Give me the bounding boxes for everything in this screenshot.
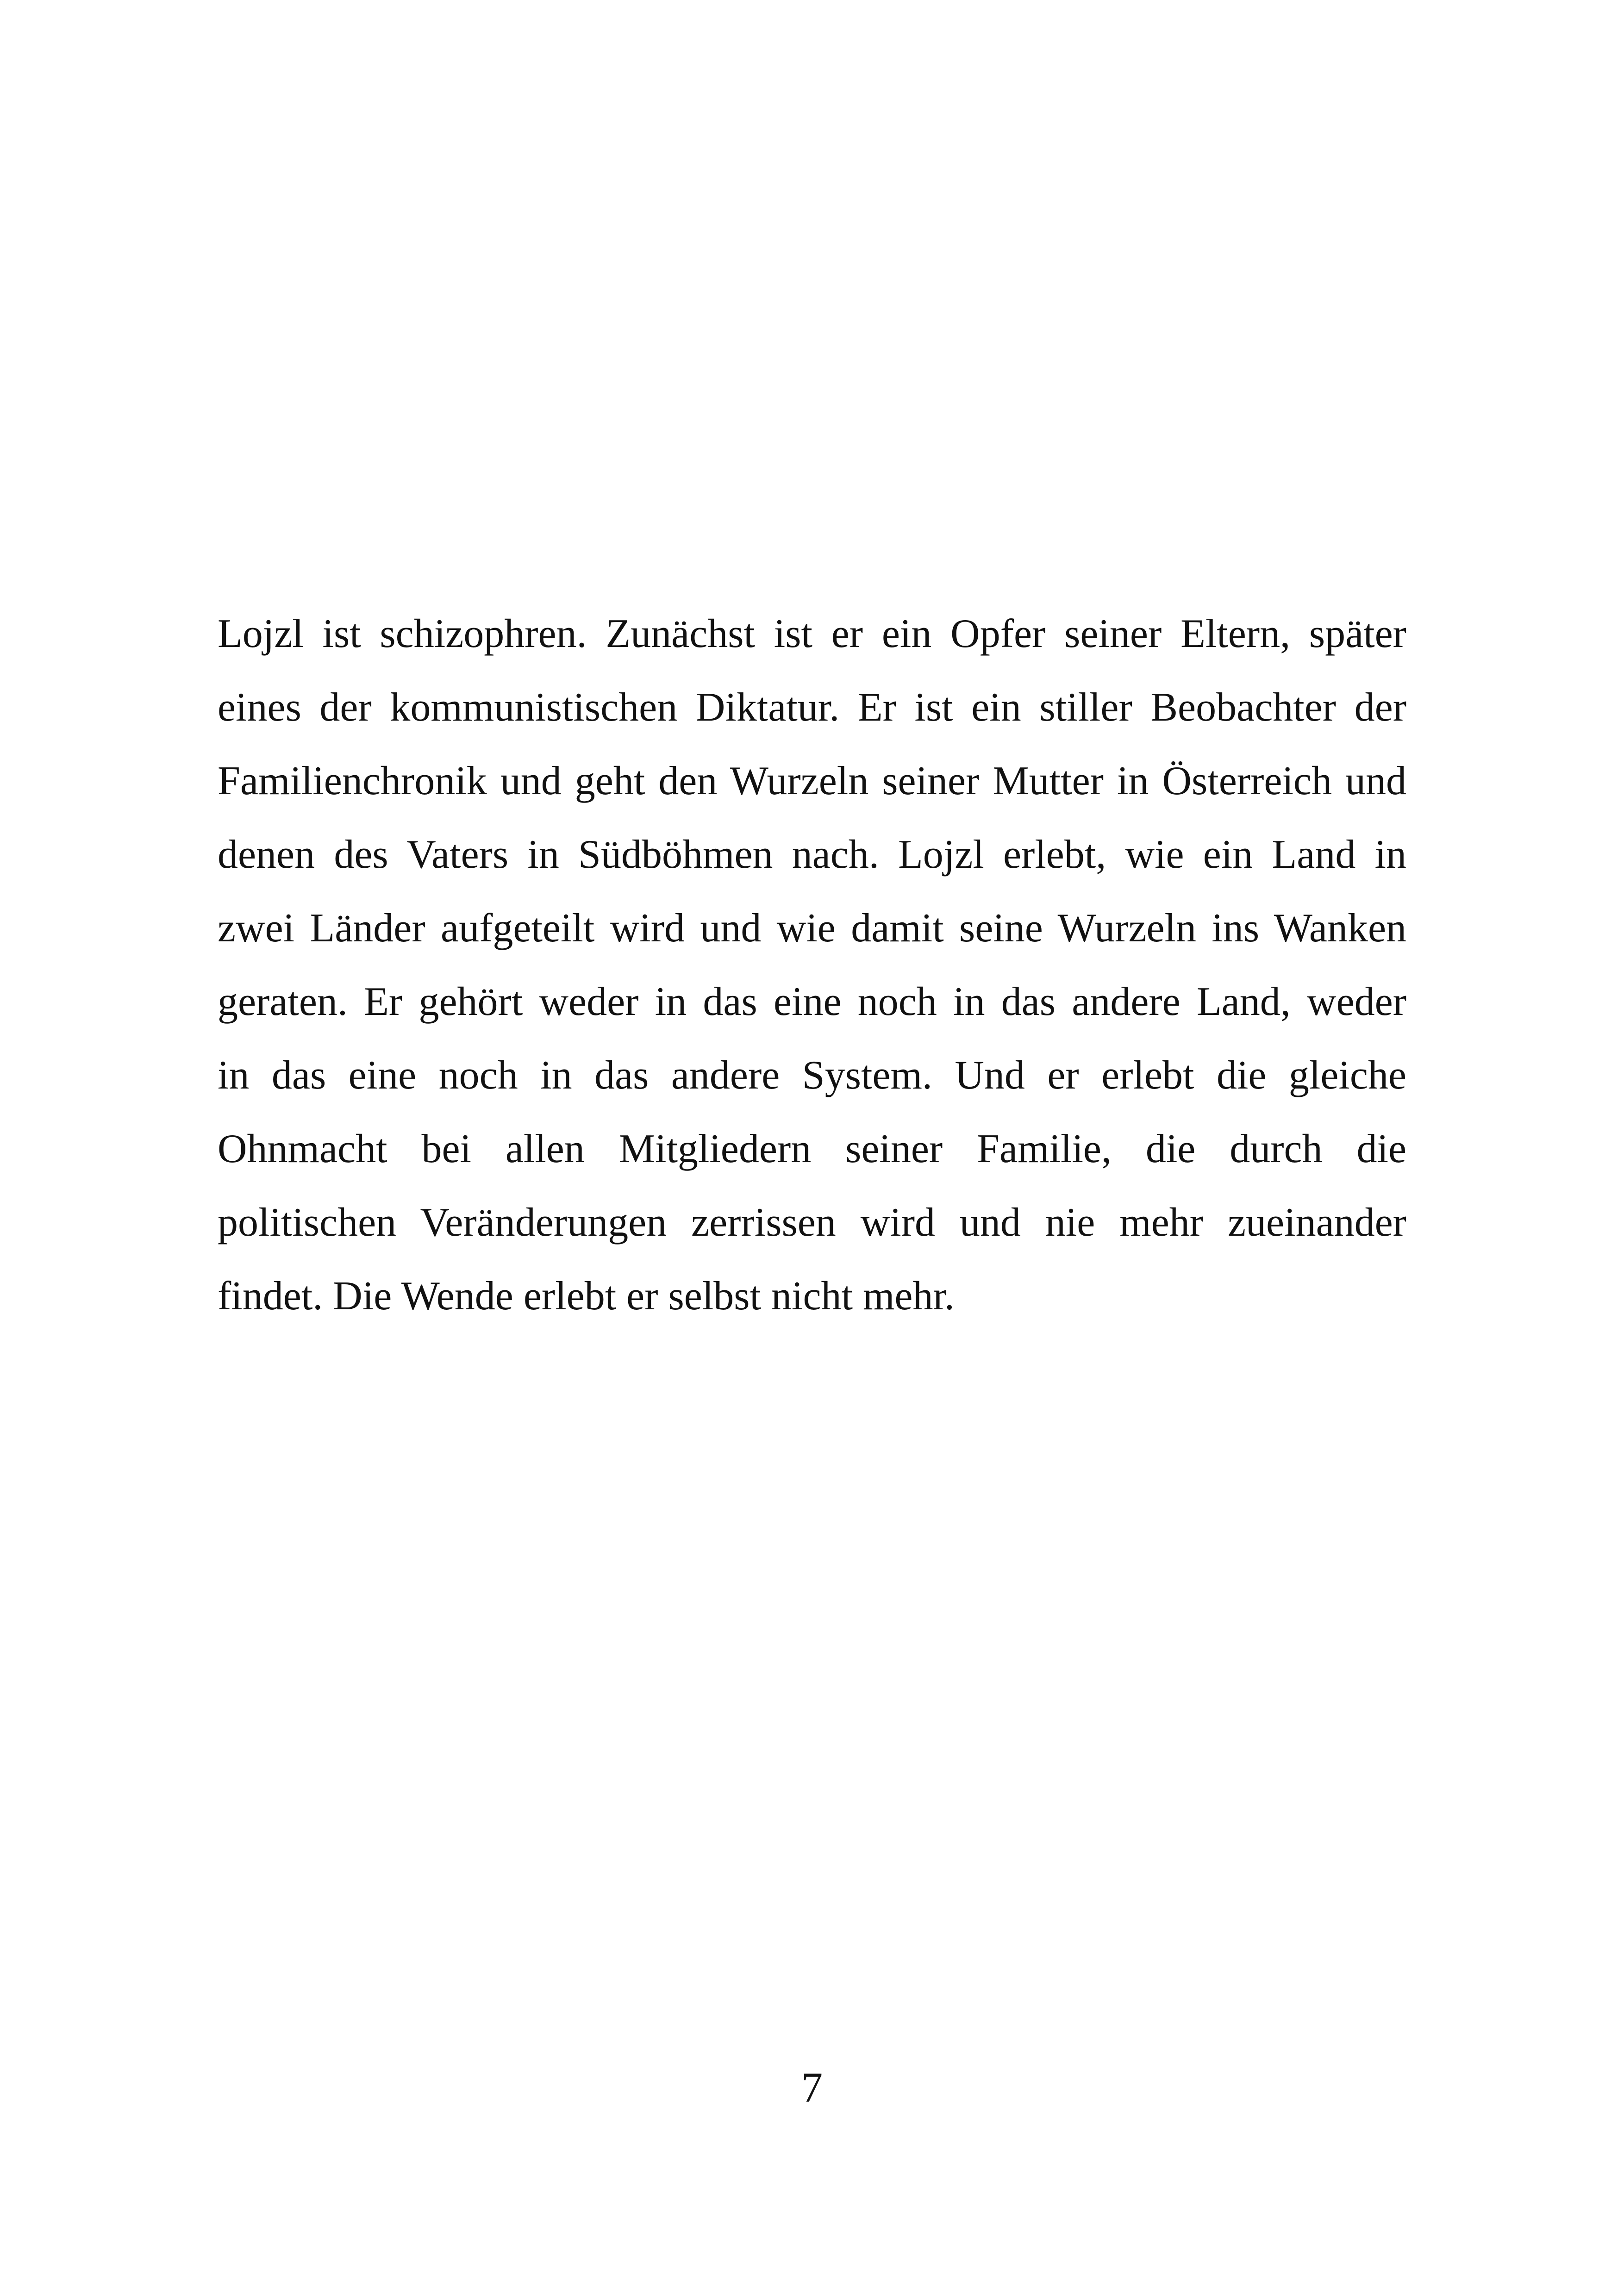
paragraph-line: Ohnmacht bei allen Mitgliedern seiner Familie, die durch die [218, 1126, 1406, 1171]
paragraph-line: Lojzl ist schizophren. Zunächst ist er ein Opfer seiner Eltern, später [218, 611, 1406, 656]
paragraph-line: politischen Veränderungen zerrissen wird und nie mehr zueinander [218, 1200, 1406, 1245]
paragraph-line: eines der kommunistischen Diktatur. Er ist ein stiller Beobachter der [218, 685, 1406, 730]
paragraph-line: findet. Die Wende erlebt er selbst nicht mehr. [218, 1274, 955, 1319]
paragraph-line: Familienchronik und geht den Wurzeln seiner Mutter in Österreich und [218, 759, 1406, 803]
paragraph-line: denen des Vaters in Südböhmen nach. Lojzl erlebt, wie ein Land in [218, 832, 1406, 877]
paragraph-line: zwei Länder aufgeteilt wird und wie damit seine Wurzeln ins Wanken [218, 906, 1406, 951]
body-paragraph [218, 597, 1406, 1333]
paragraph-line: in das eine noch in das andere System. Und er erlebt die gleiche [218, 1053, 1406, 1098]
paragraph-line: geraten. Er gehört weder in das eine noch in das andere Land, weder [218, 979, 1406, 1024]
page-number: 7 [801, 2064, 823, 2111]
